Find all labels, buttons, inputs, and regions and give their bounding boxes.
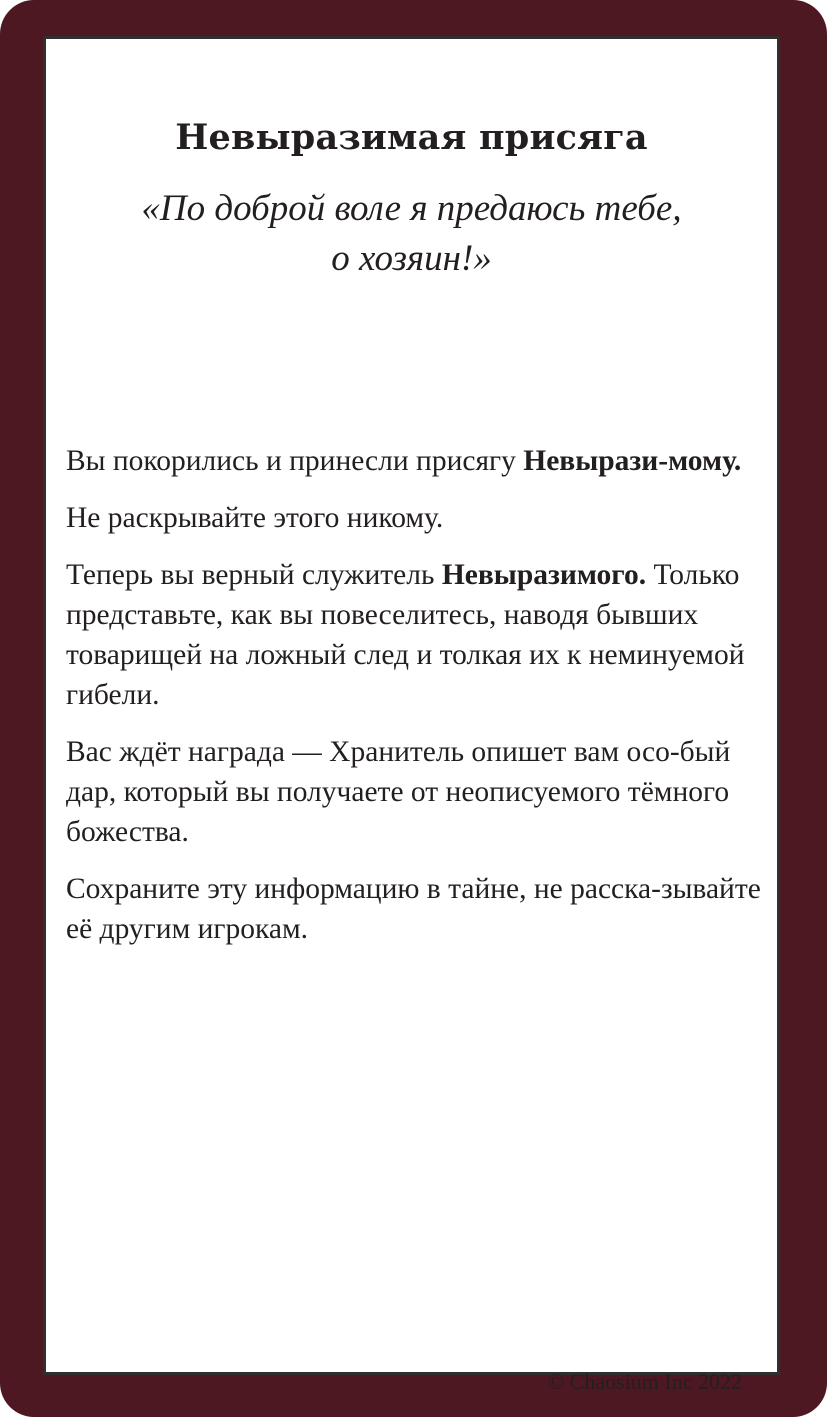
quote-line-2: о хозяин!» xyxy=(331,238,492,279)
paragraph-oath-bold: Невырази-мому. xyxy=(523,445,742,477)
paragraph-oath-text: Вы покорились и принесли присягу xyxy=(66,445,524,477)
paragraph-secret: Не раскрывайте этого никому. xyxy=(66,502,444,534)
card-panel xyxy=(43,36,780,1394)
paragraph-servant xyxy=(66,555,771,715)
paragraph-keep-secret: Сохраните эту информацию в тайне, не расска-зывайте её другим игрокам. xyxy=(66,873,761,945)
paragraph-oath xyxy=(66,441,771,481)
card-title: Невыразимая присяга xyxy=(175,117,648,158)
paragraph-servant-bold: Невыразимого. xyxy=(441,559,647,591)
card-quote xyxy=(46,184,777,284)
copyright-notice: © Chaosium Inc 2022 xyxy=(547,1369,742,1394)
quote-line-1: «По доброй воле я предаюсь тебе, xyxy=(141,188,682,229)
paragraph-servant-prefix: Теперь вы верный служитель xyxy=(66,559,442,591)
card-body xyxy=(66,441,771,966)
paragraph-servant-suffix: Только представьте, как вы повеселитесь, наводя бывших товарищей на ложный след и толкая их к неминуемой гибели. xyxy=(66,559,745,711)
paragraph-reward: Вас ждёт награда — Хранитель опишет вам осо-бый дар, который вы получаете от неописуемого тёмного божества. xyxy=(66,736,731,848)
